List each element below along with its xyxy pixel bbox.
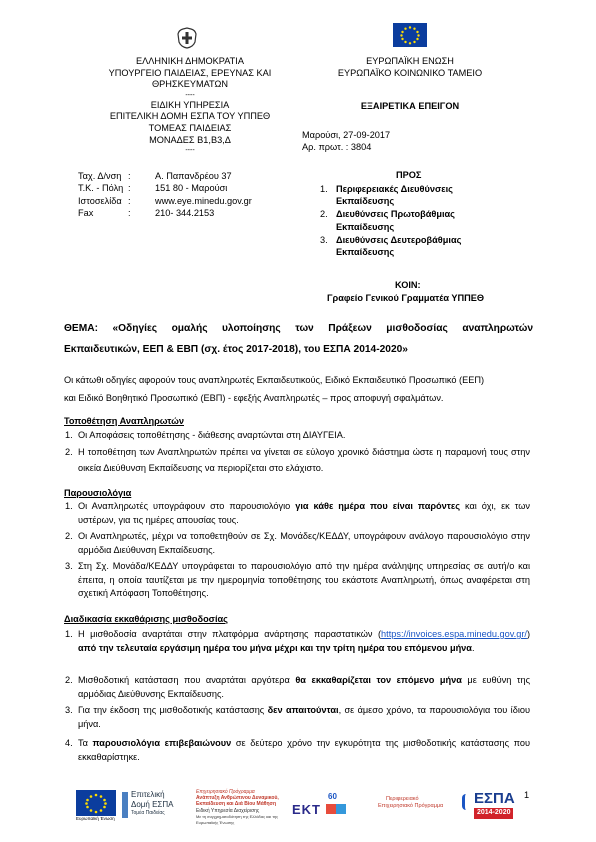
contact-label: Ιστοσελίδα [78,195,122,206]
recipient-number: 1. [320,184,328,194]
eu-header [330,56,490,79]
section-title: Παρουσιολόγια [64,488,132,498]
list-text: Οι Αποφάσεις τοποθέτησης - διάθεσης αναρτώνται στη ΔΙΑΥΓΕΙΑ. [78,430,346,440]
ekt-block-icon [326,804,336,814]
header-line: ΜΟΝΑΔΕΣ Β1,Β3,Δ [149,134,231,145]
ekt-logo-text: ΕΚΤ [292,802,321,817]
intro-line: και Ειδικό Βοηθητικό Προσωπικό (ΕΒΠ) - εφεξής Αναπληρωτές – προς αποφυγή σφαλμάτων. [64,392,444,403]
footer-ekt-logo [292,792,348,822]
bar-icon [122,792,128,818]
list-number: 2. [65,447,73,457]
section-title: Διαδικασία εκκαθάρισης μισθοδοσίας [64,614,228,624]
recipient-line: Διευθύνσεις Πρωτοβάθμιας [336,209,455,220]
recipient-item [320,183,520,207]
subject [64,323,533,357]
op-line: Επιχειρησιακό Πρόγραμμα [196,789,255,795]
recipient-number: 3. [320,234,328,245]
list-number: 3. [65,705,73,715]
contact-value: www.eye.minedu.gov.gr [155,195,252,206]
list-text: Η τοποθέτηση των Αναπληρωτών πρέπει να γίνεται σε εύλογο χρονικό διάστημα ώστε η παραμονή τους στην οικεία Διεύθυνση Εκπαίδευσης να περιορίζεται στο ελάχιστο. [78,447,530,473]
list-item [65,737,530,764]
header-line: ΤΟΜΕΑΣ ΠΑΙΔΕΙΑΣ [148,122,232,133]
list-number: 3. [65,561,73,571]
footer-eu-logo [76,790,116,824]
protocol-number: Αρ. πρωτ. : 3804 [302,142,372,152]
recipient-line: Διευθύνσεις Δευτεροβάθμιας [336,234,462,245]
contact-sep: : [128,208,131,219]
eu-flag-icon [76,790,116,816]
contact-row [78,207,308,219]
header-separator: ---- [185,147,195,155]
contact-value: 210- 344.2153 [155,208,215,219]
koin-value: Γραφείο Γενικού Γραμματέα ΥΠΠΕΘ [327,293,485,303]
contact-info [78,170,308,220]
header-line: ΕΠΙΤΕΛΙΚΗ ΔΟΜΗ ΕΣΠΑ ΤΟΥ ΥΠΠΕΘ [109,111,271,122]
op-line: Με τη συγχρηματοδότηση της Ελλάδας και της Ευρωπαϊκής Ένωσης [196,813,279,826]
list-item [65,430,530,442]
list-text: Οι Αναπληρωτές υπογράφουν στο παρουσιολόγιο [78,501,296,511]
recipient-item [320,234,520,258]
list-item [65,560,530,601]
list-text: Μισθοδοτική κατάσταση που αναρτάται αργότερα [78,675,296,685]
header-line: ΥΠΟΥΡΓΕΙΟ ΠΑΙΔΕΙΑΣ, ΕΡΕΥΝΑΣ ΚΑΙ [108,67,272,78]
header-line: ΕΛΛΗΝΙΚΗ ΔΗΜΟΚΡΑΤΙΑ [136,56,244,66]
recipient-item [320,208,520,232]
header-line: ΘΡΗΣΚΕΥΜΑΤΩΝ [151,79,229,90]
footer-op-logo [196,789,288,826]
footer-edeespa-logo [122,790,188,822]
recipient-line: Εκπαίδευσης [336,221,395,232]
list-number: 1. [65,629,73,639]
eu-line: ΕΥΡΩΠΑΪΚΗ ΕΝΩΣΗ [366,56,454,66]
date-line: Μαρούσι, 27-09-2017 [302,130,391,140]
list-text: . [471,642,475,653]
edeespa-line: Τομέα Παιδείας [131,810,165,816]
list-item [65,674,531,701]
footer-region-logo [378,796,448,810]
region-line: Περιφερειακό [386,796,419,802]
list-number: 2. [65,675,73,685]
espa-years: 2014-2020 [474,808,513,819]
eu-flag-icon [393,23,427,47]
contact-label: Ταχ. Δ/νση [78,171,122,181]
recipients-title: ΠΡΟΣ [396,170,422,180]
recipient-number: 2. [320,209,328,220]
recipient-line: Περιφερειακές Διευθύνσεις [336,184,453,194]
greek-emblem-icon [175,26,199,50]
contact-label: Fax [78,208,94,219]
list-number: 4. [65,738,73,748]
region-line: Επιχειρησιακό Πρόγραμμα [378,803,444,809]
list-number: 1. [65,501,73,511]
intro-paragraph [64,375,534,404]
list-text: Τα [78,738,93,748]
footer-espa-logo [462,790,530,822]
ekt-years: 60 [328,792,337,801]
contact-row [78,195,308,207]
list-text: ) [526,629,530,639]
op-line: Ανάπτυξη Ανθρώπινου Δυναμικού, [196,795,279,802]
recipient-line: Εκπαίδευσης [336,196,395,207]
recipients-list [320,183,520,258]
urgent-label: ΕΞΑΙΡΕΤΙΚΑ ΕΠΕΙΓΟΝ [360,101,460,111]
list-text: Για την έκδοση της μισθοδοτικής κατάστασης [78,705,268,715]
list-text: , σε άμεσο χρόνο, τα παρουσιολόγια του ίδιου μήνα. [78,705,530,729]
list-text: Οι Αναπληρωτές, μέχρι να τοποθετηθούν σε Σχ. Μονάδες/ΚΕΔΔΥ, υπογράφουν ανάλογο παρουσιολόγιο στην αρμόδια Διεύθυνση Εκπαίδευσης. [78,531,530,555]
contact-value: Α. Παπανδρέου 37 [155,171,232,181]
espa-logo-text: ΕΣΠΑ [474,790,515,807]
list-text-bold: από την τελευταία εργάσιμη ημέρα του μήνα μέχρι και την τρίτη ημέρα του επόμενου μήνα [78,642,472,653]
contact-sep: : [128,171,131,181]
contact-sep: : [128,195,131,206]
list-text-bold: θα εκκαθαρίζεται τον επόμενο μήνα [295,675,462,685]
header-line: ΕΙΔΙΚΗ ΥΠΗΡΕΣΙΑ [150,99,230,110]
list-text: και όχι, εκ των υστέρων, για τις ημέρες απουσίας τους. [78,501,531,525]
contact-label: Τ.Κ. - Πόλη [78,183,124,194]
edeespa-line: Δομή ΕΣΠΑ [131,800,174,809]
edeespa-line: Επιτελική [131,790,165,799]
op-line: Εκπαίδευση και Διά Βίου Μάθηση [196,801,277,808]
subject-line: ΘΕΜΑ: «Οδηγίες ομαλής υλοποίησης των Πράξεων μισθοδοσίας αναπληρωτών [64,323,533,334]
op-line: Ειδική Υπηρεσία Διαχείρισης [196,807,260,814]
koin-title: ΚΟΙΝ: [395,280,421,290]
eu-line: ΕΥΡΩΠΑΪΚΟ ΚΟΙΝΩΝΙΚΟ ΤΑΜΕΙΟ [337,67,483,78]
ministry-header [100,56,280,155]
list-text: σε δεύτερο χρόνο την εγκυρότητα της μισθοδοτικής κατάστασης που εκκαθαρίστηκε. [78,738,530,762]
list-item [65,530,530,557]
list-text-bold: για κάθε ημέρα που είναι παρόντες [295,501,460,511]
list-text-bold: παρουσιολόγια επιβεβαιώνουν [92,738,232,748]
contact-row [78,182,308,194]
list-item [65,704,530,731]
list-item [65,500,531,527]
list-text: Η μισθοδοσία αναρτάται στην πλατφόρμα ανάρτησης παραστατικών ( [78,629,382,639]
intro-line: Οι κάτωθι οδηγίες αφορούν τους αναπληρωτές Εκπαιδευτικούς, Ειδικό Εκπαιδευτικό Προσωπικό (ΕΕΠ) [64,375,485,385]
espa-swoosh-icon [462,794,473,810]
list-item [65,628,530,655]
list-item [65,444,530,476]
subject-line: Εκπαιδευτικών, ΕΕΠ & ΕΒΠ (σχ. έτος 2017-2018), του ΕΣΠΑ 2014-2020» [64,343,408,355]
list-text: Στη Σχ. Μονάδα/ΚΕΔΔΥ υπογράφεται το παρουσιολόγιο από την ημέρα ανάληψης υπηρεσίας σε αυτή/ο και έπειτα, η οποία ταυτίζεται με την ημερομηνία τοποθέτησης του εκάστοτε Αναπληρωτή, όπως αναφέρεται στη σχετική Απόφαση Τοποθέτησης. [78,561,530,599]
contact-sep: : [128,183,131,194]
page-number: 1 [524,790,530,800]
recipient-line: Εκπαίδευσης [336,247,395,258]
list-number: 1. [65,430,73,440]
list-text-bold: δεν απαιτούνται [267,705,339,715]
list-number: 2. [65,531,73,541]
eu-caption: Ευρωπαϊκή Ένωση [76,816,115,821]
contact-value: 151 80 - Μαρούσι [155,183,228,194]
list-text: με ευθύνη της αρμόδιας Διεύθυνσης Εκπαίδευσης. [78,675,531,699]
invoices-link[interactable]: https://invoices.espa.minedu.gov.gr/ [381,629,527,639]
contact-row [78,170,308,182]
section-title: Τοποθέτηση Αναπληρωτών [64,416,184,426]
header-separator: ---- [185,91,195,99]
ekt-block-icon [336,804,346,814]
